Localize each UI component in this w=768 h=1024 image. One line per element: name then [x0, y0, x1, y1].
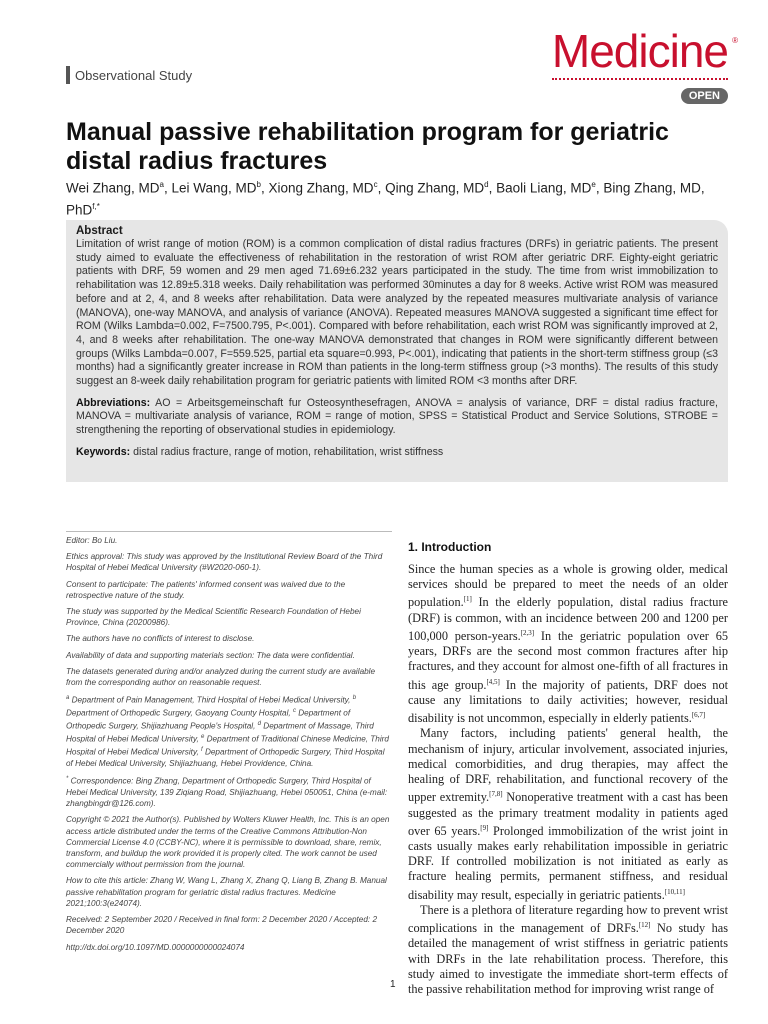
author-name: Baoli Liang, MD [496, 180, 592, 196]
author-name: Xiong Zhang, MD [268, 180, 374, 196]
keywords-label: Keywords: [76, 445, 131, 458]
affiliation-mark: d [257, 721, 261, 728]
affiliations-note [66, 693, 392, 769]
journal-brand [551, 25, 738, 104]
citation-ref[interactable]: [2,3] [520, 628, 535, 637]
introduction-paragraph [408, 726, 728, 903]
abstract-box [66, 220, 728, 482]
abbreviations-label: Abbreviations: [76, 396, 151, 409]
author-list: Wei Zhang, $MD^a$, Lei Wang, $MD^b$, Xiong Zhang, $MD^c$, Qing Zhang, $MD^d$, Baoli Liang, MDe, Bing Zhang, MD, PhD$^{f,*}$ [66, 180, 705, 217]
open-access-badge: OPEN [681, 88, 728, 104]
author-affiliation-mark: e [591, 180, 596, 189]
introduction-column [408, 540, 728, 997]
paragraph-text: There is a plethora of literature regarding how to prevent wrist complications in the management of DRFs. [408, 902, 728, 936]
affiliation-text: Department of Orthopedic Surgery, Shijiazhuang People's Hospital, [66, 708, 351, 731]
paragraph-text: Prolonged immobilization of the wrist joint in casts usually makes early rehabilitation impossible in geriatric DRF. If controlled mobilization is not initiated as early as fracture healing permits, permanent stiffness, and residual disability may result, especially in geriatric patients. [408, 823, 728, 902]
affiliation-mark: a [66, 695, 70, 702]
author-affiliation-mark: a [159, 180, 164, 189]
ethics-note: Ethics approval: This study was approved by the Institutional Review Board of the Third Hospital of Hebei Medical University (#W2020-060-1). [66, 552, 383, 573]
affiliation-mark: b [352, 695, 357, 702]
affiliation-mark: e [201, 734, 205, 741]
affiliation-text: Department of Orthopedic Surgery, Third Hospital of Hebei Medical University, Shijiazhuang, Hebei Providence, China. [66, 747, 385, 768]
author-affiliation-mark: f,* [92, 201, 100, 211]
editor-note: Editor: Bo Liu. [66, 536, 118, 545]
doi-link[interactable]: http://dx.doi.org/10.1097/MD.0000000000024074 [66, 942, 245, 952]
affiliation-text: Department of Traditional Chinese Medicine, Third Hospital of Hebei Medical University, [66, 734, 389, 757]
datasets-note: The datasets generated during and/or analyzed during the current study are available from the corresponding author on reasonable request. [66, 666, 376, 688]
author-name: Bing Zhang, MD, PhD [66, 180, 705, 217]
journal-logo: Medicine [552, 28, 728, 80]
citation-ref[interactable]: [4,5] [486, 677, 500, 686]
author-affiliation-mark: c [373, 180, 378, 189]
introduction-heading: 1. Introduction [408, 540, 492, 554]
copyright-note: Copyright © 2021 the Author(s). Published by Wolters Kluwer Health, Inc. This is an open access article distributed under the terms of the Creative Commons Attribution-Non Commercial License 4.0 (CCBY-NC), where it is permissible to download, share, remix, transform, and buildup the work provided it is properly cited. The work cannot be used commercially without permission from the journal. [66, 815, 390, 870]
affiliation-text: Department of Pain Management, Third Hospital of Hebei Medical University, [69, 695, 353, 705]
abbreviations [76, 397, 718, 438]
paragraph-text: In the geriatric population over 65 years, DRFs are the second most common fractures after hip fractures, and they account for almost one-fifth of all fractures in this age group. [408, 629, 729, 692]
consent-note: Consent to participate: The patients' informed consent was waived due to the retrospective nature of the study. [66, 579, 346, 600]
citation-ref[interactable]: [9] [480, 823, 489, 832]
article-type-label: Observational Study [75, 67, 193, 83]
keywords-text: distal radius fracture, range of motion, rehabilitation, wrist stiffness [130, 445, 444, 458]
correspondence-note [66, 774, 392, 809]
citation-ref[interactable]: [7,8] [489, 790, 503, 799]
correspondence-text: Correspondence: Bing Zhang, Department of Orthopedic Surgery, Third Hospital of Hebei Medical University, 139 Ziqiang Road, Shijiazhuang, Hebei 050051, China (e-mail: zhangbingdr@126.com). [66, 776, 388, 809]
author-name: Qing Zhang, MD [385, 180, 485, 196]
funding-note: The study was supported by the Medical Scientific Research Foundation of Hebei Province, China (20200986). [66, 607, 361, 628]
author-affiliation-mark: d [484, 180, 489, 189]
dates-note: Received: 2 September 2020 / Received in final form: 2 December 2020 / Accepted: 2 December 2020 [66, 915, 377, 936]
citation-ref[interactable]: [6,7] [691, 711, 706, 720]
abbreviations-text: AO = Arbeitsgemeinschaft fur Osteosynthesefragen, ANOVA = analysis of variance, DRF = distal radius fracture, MANOVA = multivariate analysis of variance, ROM = range of motion, SPSS = Statistical Product and Service Solutions, STROBE = strengthening the reporting of observational studies in epidemiology. [76, 396, 718, 437]
author-name: Lei Wang, MD [171, 180, 257, 196]
affiliation-mark: f [201, 746, 203, 753]
paragraph-text: Nonoperative treatment with a cast has been suggested as the primary treatment modality in patients aged over 65 years. [408, 790, 728, 838]
registered-mark: ® [732, 36, 738, 45]
affiliation-text: Department of Massage, Third Hospital of Hebei Medical University, [66, 721, 374, 744]
citation-ref[interactable]: [12] [638, 921, 651, 930]
citation-ref[interactable]: [10,11] [664, 887, 685, 896]
author-name: Wei Zhang, MD [66, 180, 160, 196]
citation-note: How to cite this article: Zhang W, Wang L, Zhang X, Zhang Q, Liang B, Zhang B. Manual passive rehabilitation program for geriatric distal radius fractures. Medicine 2021;100:3(e24074). [66, 876, 387, 908]
page-number: 1 [390, 979, 396, 990]
paragraph-text: In the majority of patients, DRF does not cause any limitations to daily activities; however, residual disability is not uncommon, especially in elderly patients. [408, 677, 729, 726]
introduction-paragraph [408, 562, 728, 726]
affiliation-text: Department of Orthopedic Surgery, Gaoyang County Hospital, [66, 708, 293, 718]
paragraph-text: Many factors, including patients' general health, the mechanism of injury, articular involvement, associated injuries, medical comorbidities, and drug therapies, may affect the healing of DRF, rehabilitation, and functional recovery of the upper extremity. [408, 726, 728, 805]
availability-note: Availability of data and supporting materials section: The data were confidential. [66, 650, 355, 660]
correspondence-mark: * [66, 776, 69, 783]
conflicts-note: The authors have no conflicts of interest to disclose. [66, 634, 255, 644]
paragraph-text: No study has detailed the management of wrist stiffness in geriatric patients with DRFs in the late rehabilitation process. Therefore, this study aimed to investigate the immediate short-term effects of the passive rehabilitation method for improving wrist range of [408, 921, 728, 997]
abstract-heading: Abstract [76, 225, 123, 237]
keywords [76, 446, 718, 460]
paragraph-text: Since the human species as a whole is growing older, medical services should be prepared to meet the needs of an older population. [408, 562, 728, 610]
footnotes-column [66, 531, 392, 958]
tag-bar [66, 66, 70, 84]
paragraph-text: In the elderly population, distal radius fracture (DRF) is common, with an incidence between 200 and 1200 per 100,000 person-years. [408, 595, 728, 643]
author-affiliation-mark: b [256, 180, 261, 189]
introduction-paragraph [408, 903, 728, 997]
abstract-text: Limitation of wrist range of motion (ROM) is a common complication of distal radius fractures (DRFs) in geriatric patients. The present study aimed to evaluate the effectiveness of rehabilitation in the restoration of wrist ROM after geriatric DRF. Eighty-eight geriatric patients with DRF, 59 women and 29 men aged 71.69±6.232 years participated in the study. The time from wrist immobilization to rehabilitation was 12.89±5.318 weeks. Daily rehabilitation was performed 30minutes a day for 8 weeks. Active wrist ROM was measured before and at 2, 4, and 8 weeks after rehabilitation. Data were analyzed by the repeated measures multivariate analysis of variance (MANOVA), one-way MANOVA, and analysis of variance (ANOVA). Repeated measures MANOVA suggested a significant time effect for ROM (Wilks Lambda=0.002, F=7500.795, P<.001). Compared with before rehabilitation, each wrist ROM was significantly improved at 2, 4, and 8 weeks after rehabilitation. The one-way MANOVA demonstrated that changes in ROM were significantly different between groups (Wilks Lambda=0.007, F=559.525, partial eta square=0.993, P<.001), indicating that patients in the short-term stiffness group (≤3 months) had a significantly greater increase in ROM than patients in the long-term stiffness group (>3 months). The results of this study suggest an 8-week daily rehabilitation program for geriatric patients with limited ROM <3 months after DRF. [76, 238, 718, 388]
introduction-body [408, 562, 728, 997]
affiliation-mark: c [292, 708, 296, 715]
citation-ref[interactable]: [1] [463, 595, 472, 604]
article-title: Manual passive rehabilitation program for geriatric distal radius fractures [66, 118, 669, 175]
article-type-tag [66, 66, 192, 84]
